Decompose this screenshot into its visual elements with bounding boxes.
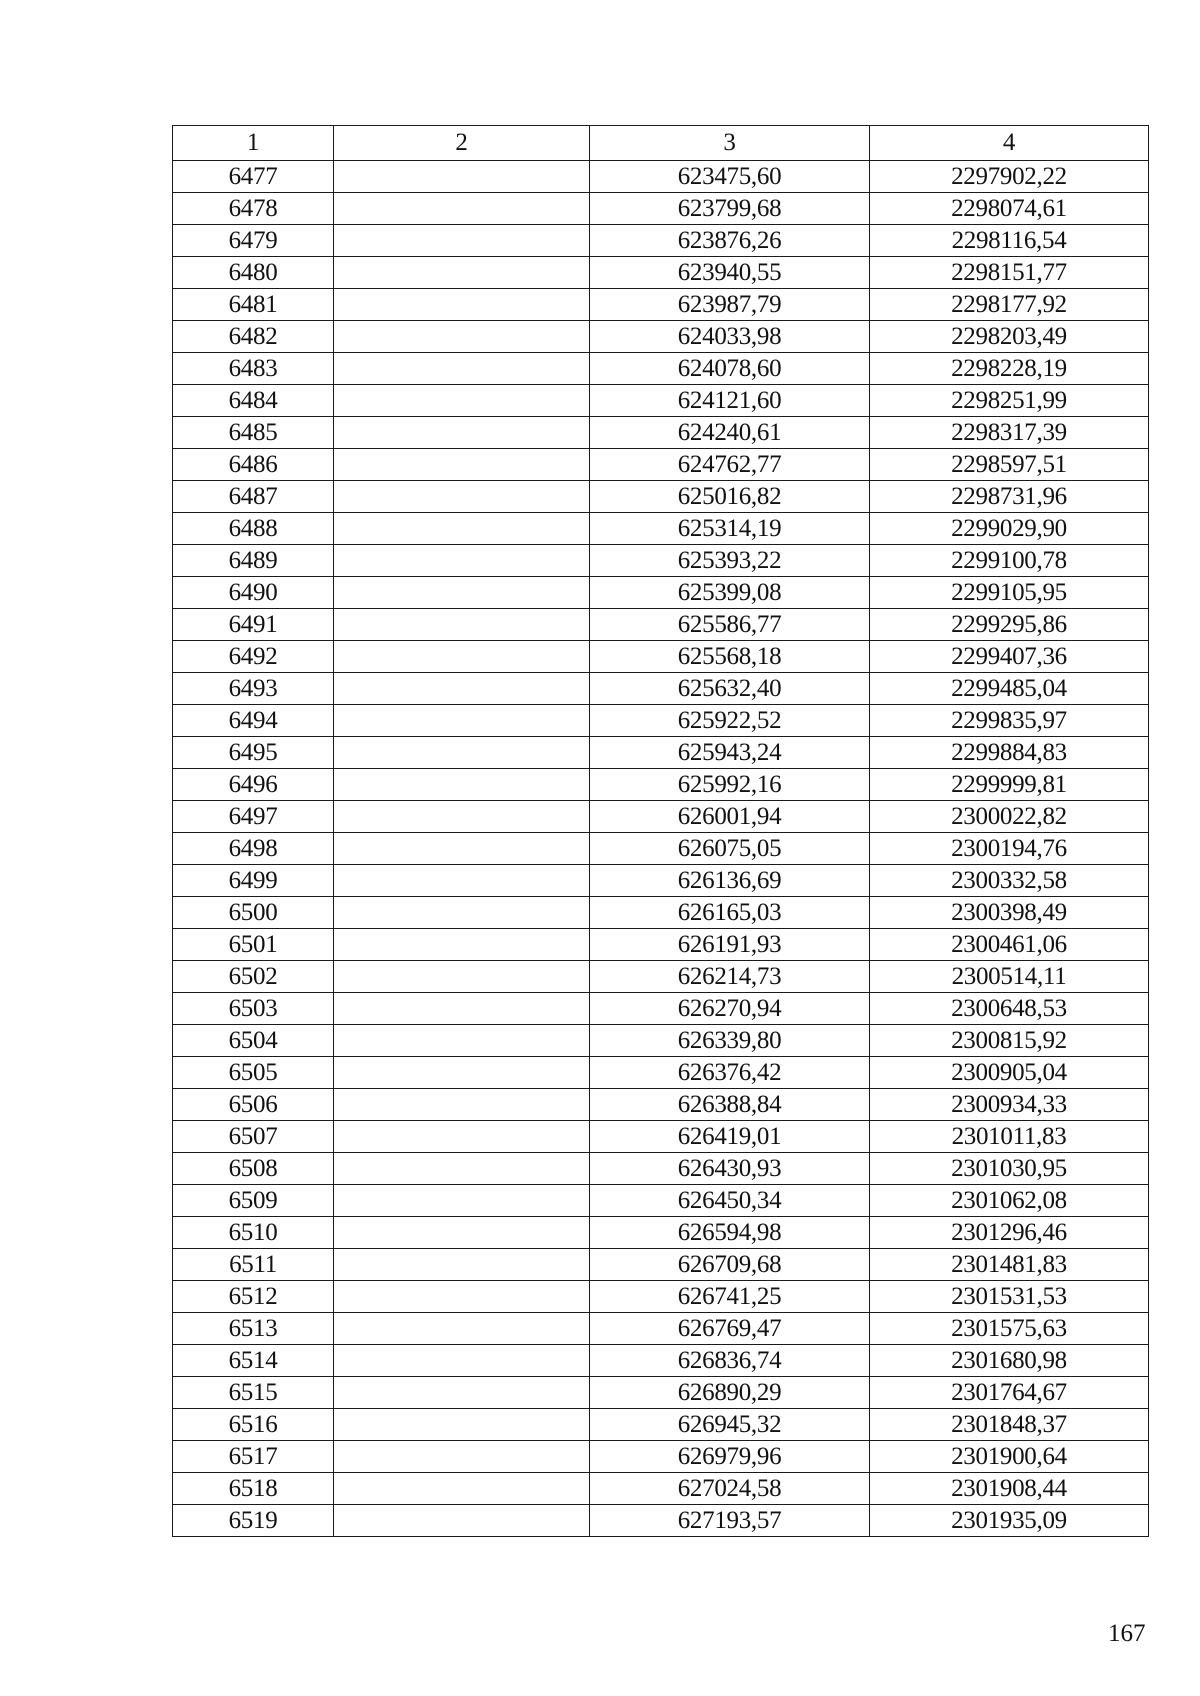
table-row (173, 1153, 1149, 1185)
table-row (173, 705, 1149, 737)
y-coordinate-cell: 2300398,49 (870, 897, 1149, 929)
y-coordinate-cell: 2300332,58 (870, 865, 1149, 897)
table-row (173, 225, 1149, 257)
x-coordinate-cell: 626741,25 (590, 1281, 870, 1313)
point-number-cell: 6493 (173, 673, 334, 705)
y-coordinate-cell: 2301030,95 (870, 1153, 1149, 1185)
x-coordinate-cell: 626430,93 (590, 1153, 870, 1185)
description-cell (334, 673, 590, 705)
table-row (173, 1121, 1149, 1153)
point-number-cell: 6487 (173, 481, 334, 513)
point-number-cell: 6485 (173, 417, 334, 449)
x-coordinate-cell: 624121,60 (590, 385, 870, 417)
y-coordinate-cell: 2299105,95 (870, 577, 1149, 609)
table-row (173, 833, 1149, 865)
point-number-cell: 6509 (173, 1185, 334, 1217)
description-cell (334, 801, 590, 833)
point-number-cell: 6483 (173, 353, 334, 385)
y-coordinate-cell: 2300194,76 (870, 833, 1149, 865)
description-cell (334, 1057, 590, 1089)
x-coordinate-cell: 625016,82 (590, 481, 870, 513)
table-row (173, 897, 1149, 929)
x-coordinate-cell: 626419,01 (590, 1121, 870, 1153)
y-coordinate-cell: 2299835,97 (870, 705, 1149, 737)
description-cell (334, 321, 590, 353)
y-coordinate-cell: 2298203,49 (870, 321, 1149, 353)
point-number-cell: 6490 (173, 577, 334, 609)
description-cell (334, 609, 590, 641)
y-coordinate-cell: 2298731,96 (870, 481, 1149, 513)
point-number-cell: 6518 (173, 1473, 334, 1505)
table-row (173, 801, 1149, 833)
x-coordinate-cell: 624078,60 (590, 353, 870, 385)
table-row (173, 1249, 1149, 1281)
description-cell (334, 417, 590, 449)
description-cell (334, 225, 590, 257)
x-coordinate-cell: 623799,68 (590, 193, 870, 225)
x-coordinate-cell: 626945,32 (590, 1409, 870, 1441)
point-number-cell: 6482 (173, 321, 334, 353)
x-coordinate-cell: 626388,84 (590, 1089, 870, 1121)
x-coordinate-cell: 626270,94 (590, 993, 870, 1025)
description-cell (334, 1505, 590, 1537)
y-coordinate-cell: 2299295,86 (870, 609, 1149, 641)
header-row (173, 126, 1149, 161)
y-coordinate-cell: 2298177,92 (870, 289, 1149, 321)
y-coordinate-cell: 2301935,09 (870, 1505, 1149, 1537)
table-body (173, 161, 1149, 1537)
description-cell (334, 1377, 590, 1409)
description-cell (334, 1089, 590, 1121)
x-coordinate-cell: 626769,47 (590, 1313, 870, 1345)
y-coordinate-cell: 2298228,19 (870, 353, 1149, 385)
point-number-cell: 6502 (173, 961, 334, 993)
description-cell (334, 161, 590, 193)
x-coordinate-cell: 626165,03 (590, 897, 870, 929)
y-coordinate-cell: 2301575,63 (870, 1313, 1149, 1345)
table-row (173, 769, 1149, 801)
table-row (173, 193, 1149, 225)
description-cell (334, 1281, 590, 1313)
x-coordinate-cell: 626075,05 (590, 833, 870, 865)
table-row (173, 1313, 1149, 1345)
point-number-cell: 6514 (173, 1345, 334, 1377)
description-cell (334, 1313, 590, 1345)
description-cell (334, 257, 590, 289)
description-cell (334, 545, 590, 577)
table-row (173, 1505, 1149, 1537)
y-coordinate-cell: 2299884,83 (870, 737, 1149, 769)
table-row (173, 929, 1149, 961)
y-coordinate-cell: 2299029,90 (870, 513, 1149, 545)
point-number-cell: 6494 (173, 705, 334, 737)
description-cell (334, 641, 590, 673)
point-number-cell: 6495 (173, 737, 334, 769)
point-number-cell: 6512 (173, 1281, 334, 1313)
table-row (173, 961, 1149, 993)
description-cell (334, 1025, 590, 1057)
column-header-2: 2 (334, 126, 590, 161)
point-number-cell: 6519 (173, 1505, 334, 1537)
y-coordinate-cell: 2298251,99 (870, 385, 1149, 417)
x-coordinate-cell: 625943,24 (590, 737, 870, 769)
table-row (173, 1185, 1149, 1217)
y-coordinate-cell: 2299999,81 (870, 769, 1149, 801)
description-cell (334, 577, 590, 609)
point-number-cell: 6479 (173, 225, 334, 257)
description-cell (334, 737, 590, 769)
y-coordinate-cell: 2300022,82 (870, 801, 1149, 833)
y-coordinate-cell: 2298151,77 (870, 257, 1149, 289)
y-coordinate-cell: 2299485,04 (870, 673, 1149, 705)
point-number-cell: 6478 (173, 193, 334, 225)
description-cell (334, 1249, 590, 1281)
point-number-cell: 6484 (173, 385, 334, 417)
table-row (173, 417, 1149, 449)
description-cell (334, 1217, 590, 1249)
y-coordinate-cell: 2301481,83 (870, 1249, 1149, 1281)
x-coordinate-cell: 626376,42 (590, 1057, 870, 1089)
description-cell (334, 481, 590, 513)
y-coordinate-cell: 2301680,98 (870, 1345, 1149, 1377)
point-number-cell: 6511 (173, 1249, 334, 1281)
x-coordinate-cell: 626594,98 (590, 1217, 870, 1249)
table-row (173, 577, 1149, 609)
description-cell (334, 1345, 590, 1377)
description-cell (334, 353, 590, 385)
table-row (173, 161, 1149, 193)
x-coordinate-cell: 626339,80 (590, 1025, 870, 1057)
y-coordinate-cell: 2301531,53 (870, 1281, 1149, 1313)
table-row (173, 1089, 1149, 1121)
point-number-cell: 6505 (173, 1057, 334, 1089)
y-coordinate-cell: 2297902,22 (870, 161, 1149, 193)
x-coordinate-cell: 626979,96 (590, 1441, 870, 1473)
point-number-cell: 6492 (173, 641, 334, 673)
x-coordinate-cell: 625922,52 (590, 705, 870, 737)
y-coordinate-cell: 2300514,11 (870, 961, 1149, 993)
point-number-cell: 6506 (173, 1089, 334, 1121)
y-coordinate-cell: 2301908,44 (870, 1473, 1149, 1505)
y-coordinate-cell: 2298074,61 (870, 193, 1149, 225)
x-coordinate-cell: 626214,73 (590, 961, 870, 993)
table-row (173, 513, 1149, 545)
description-cell (334, 1185, 590, 1217)
table-row (173, 289, 1149, 321)
y-coordinate-cell: 2301764,67 (870, 1377, 1149, 1409)
x-coordinate-cell: 627193,57 (590, 1505, 870, 1537)
description-cell (334, 833, 590, 865)
x-coordinate-cell: 625992,16 (590, 769, 870, 801)
x-coordinate-cell: 623987,79 (590, 289, 870, 321)
y-coordinate-cell: 2300648,53 (870, 993, 1149, 1025)
description-cell (334, 993, 590, 1025)
point-number-cell: 6480 (173, 257, 334, 289)
column-header-1: 1 (173, 126, 334, 161)
point-number-cell: 6500 (173, 897, 334, 929)
point-number-cell: 6499 (173, 865, 334, 897)
point-number-cell: 6498 (173, 833, 334, 865)
y-coordinate-cell: 2301011,83 (870, 1121, 1149, 1153)
description-cell (334, 449, 590, 481)
y-coordinate-cell: 2298116,54 (870, 225, 1149, 257)
description-cell (334, 193, 590, 225)
description-cell (334, 897, 590, 929)
point-number-cell: 6507 (173, 1121, 334, 1153)
point-number-cell: 6504 (173, 1025, 334, 1057)
table-row (173, 641, 1149, 673)
point-number-cell: 6517 (173, 1441, 334, 1473)
point-number-cell: 6488 (173, 513, 334, 545)
y-coordinate-cell: 2301062,08 (870, 1185, 1149, 1217)
point-number-cell: 6503 (173, 993, 334, 1025)
y-coordinate-cell: 2301296,46 (870, 1217, 1149, 1249)
x-coordinate-cell: 624240,61 (590, 417, 870, 449)
column-header-4: 4 (870, 126, 1149, 161)
x-coordinate-cell: 626836,74 (590, 1345, 870, 1377)
x-coordinate-cell: 625568,18 (590, 641, 870, 673)
table-row (173, 1377, 1149, 1409)
x-coordinate-cell: 626136,69 (590, 865, 870, 897)
table-row (173, 865, 1149, 897)
description-cell (334, 1121, 590, 1153)
x-coordinate-cell: 624762,77 (590, 449, 870, 481)
table-row (173, 545, 1149, 577)
x-coordinate-cell: 626890,29 (590, 1377, 870, 1409)
point-number-cell: 6515 (173, 1377, 334, 1409)
table-row (173, 673, 1149, 705)
point-number-cell: 6496 (173, 769, 334, 801)
description-cell (334, 1409, 590, 1441)
table-row (173, 1473, 1149, 1505)
point-number-cell: 6489 (173, 545, 334, 577)
description-cell (334, 1153, 590, 1185)
point-number-cell: 6513 (173, 1313, 334, 1345)
description-cell (334, 705, 590, 737)
x-coordinate-cell: 624033,98 (590, 321, 870, 353)
description-cell (334, 513, 590, 545)
point-number-cell: 6497 (173, 801, 334, 833)
table-row (173, 1217, 1149, 1249)
y-coordinate-cell: 2301900,64 (870, 1441, 1149, 1473)
y-coordinate-cell: 2299407,36 (870, 641, 1149, 673)
x-coordinate-cell: 626450,34 (590, 1185, 870, 1217)
point-number-cell: 6477 (173, 161, 334, 193)
table-row (173, 1441, 1149, 1473)
y-coordinate-cell: 2298317,39 (870, 417, 1149, 449)
table-row (173, 737, 1149, 769)
point-number-cell: 6491 (173, 609, 334, 641)
table-row (173, 449, 1149, 481)
column-header-3: 3 (590, 126, 870, 161)
description-cell (334, 289, 590, 321)
x-coordinate-cell: 626001,94 (590, 801, 870, 833)
y-coordinate-cell: 2300461,06 (870, 929, 1149, 961)
point-number-cell: 6516 (173, 1409, 334, 1441)
description-cell (334, 1441, 590, 1473)
table-row (173, 993, 1149, 1025)
x-coordinate-cell: 623475,60 (590, 161, 870, 193)
table-row (173, 1281, 1149, 1313)
y-coordinate-cell: 2298597,51 (870, 449, 1149, 481)
description-cell (334, 1473, 590, 1505)
table-row (173, 481, 1149, 513)
description-cell (334, 961, 590, 993)
point-number-cell: 6510 (173, 1217, 334, 1249)
x-coordinate-cell: 623876,26 (590, 225, 870, 257)
table-header (173, 126, 1149, 161)
description-cell (334, 865, 590, 897)
x-coordinate-cell: 626191,93 (590, 929, 870, 961)
x-coordinate-cell: 625586,77 (590, 609, 870, 641)
table-row (173, 321, 1149, 353)
table-row (173, 1345, 1149, 1377)
x-coordinate-cell: 625314,19 (590, 513, 870, 545)
table-row (173, 385, 1149, 417)
table-row (173, 1025, 1149, 1057)
point-number-cell: 6501 (173, 929, 334, 961)
x-coordinate-cell: 627024,58 (590, 1473, 870, 1505)
y-coordinate-cell: 2300905,04 (870, 1057, 1149, 1089)
x-coordinate-cell: 625393,22 (590, 545, 870, 577)
x-coordinate-cell: 625399,08 (590, 577, 870, 609)
description-cell (334, 929, 590, 961)
table-row (173, 1057, 1149, 1089)
x-coordinate-cell: 625632,40 (590, 673, 870, 705)
y-coordinate-cell: 2299100,78 (870, 545, 1149, 577)
table-row (173, 609, 1149, 641)
point-number-cell: 6481 (173, 289, 334, 321)
table-row (173, 257, 1149, 289)
x-coordinate-cell: 626709,68 (590, 1249, 870, 1281)
y-coordinate-cell: 2300934,33 (870, 1089, 1149, 1121)
point-number-cell: 6508 (173, 1153, 334, 1185)
table-row (173, 1409, 1149, 1441)
y-coordinate-cell: 2301848,37 (870, 1409, 1149, 1441)
page-number: 167 (1108, 1620, 1146, 1647)
description-cell (334, 769, 590, 801)
description-cell (334, 385, 590, 417)
table-row (173, 353, 1149, 385)
point-number-cell: 6486 (173, 449, 334, 481)
x-coordinate-cell: 623940,55 (590, 257, 870, 289)
y-coordinate-cell: 2300815,92 (870, 1025, 1149, 1057)
coordinates-table (172, 125, 1149, 1537)
